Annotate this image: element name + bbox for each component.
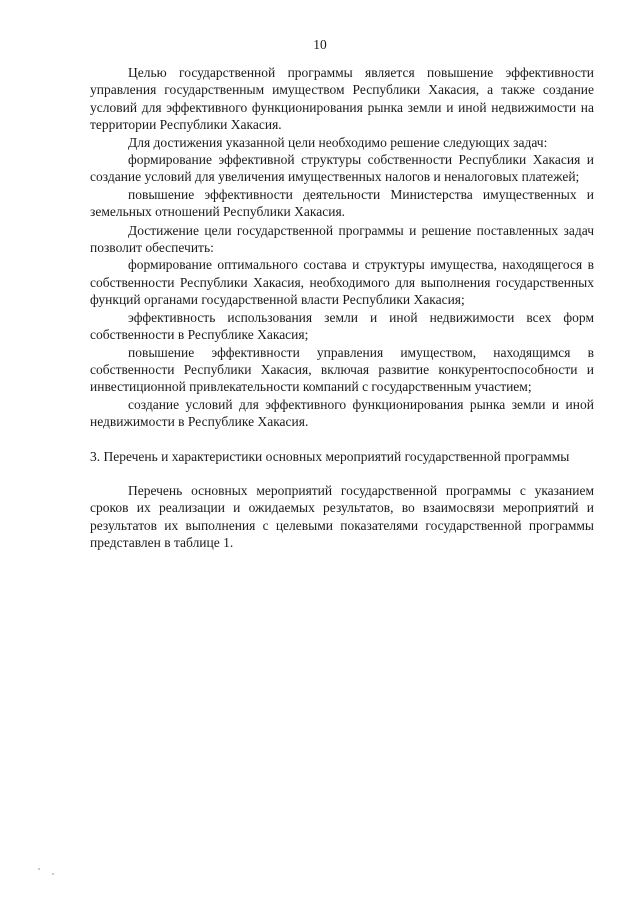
paragraph-section-3: Перечень основных мероприятий государственной программы с указанием сроков их реализации и ожидаемых результатов, во взаимосвязи мероприятий и результатов их выполнения с целевыми показателями государственной программы представлен в таблице 1.: [90, 482, 594, 551]
paragraph-tasks-intro: Для достижения указанной цели необходимо решение следующих задач:: [128, 134, 548, 150]
paragraph-result-4: создание условий для эффективного функционирования рынка земли и иной недвижимости в Республике Хакасия.: [90, 396, 594, 430]
paragraph-result-1: формирование оптимального состава и структуры имущества, находящегося в собственности Республики Хакасия, необходимого для выполнения государственных функций органами государственной власти Республики Хакасия;: [90, 257, 594, 308]
paragraph-result-2: эффективность использования земли и иной недвижимости всех форм собственности в Республике Хакасия;: [90, 309, 594, 343]
section-heading: 3. Перечень и характеристики основных мероприятий государственной программы: [90, 448, 570, 464]
page-number: 10: [313, 37, 327, 52]
paragraph-task-2: повышение эффективности деятельности Министерства имущественных и земельных отношений Республики Хакасия.: [90, 186, 594, 220]
paragraph-goal: Целью государственной программы является повышение эффективности управления государственным имуществом Республики Хакасия, а также создание условий для эффективного функционирования рынка земли и иной недвижимости на территории Республики Хакасия.: [90, 65, 594, 133]
scan-artifact: [38, 868, 40, 870]
scan-artifact: [52, 873, 54, 875]
paragraph-task-1: формирование эффективной структуры собственности Республики Хакасия и создание условий для увеличения имущественных налогов и неналоговых платежей;: [90, 152, 594, 185]
document-body: [90, 64, 594, 552]
paragraph-results-intro: Достижение цели государственной программы и решение поставленных задач позволит обеспечить:: [90, 222, 594, 256]
paragraph-result-3: повышение эффективности управления имуществом, находящимся в собственности Республики Хакасия, включая развитие конкурентоспособности и инвестиционной привлекательности компаний с государственным участием;: [90, 344, 594, 395]
